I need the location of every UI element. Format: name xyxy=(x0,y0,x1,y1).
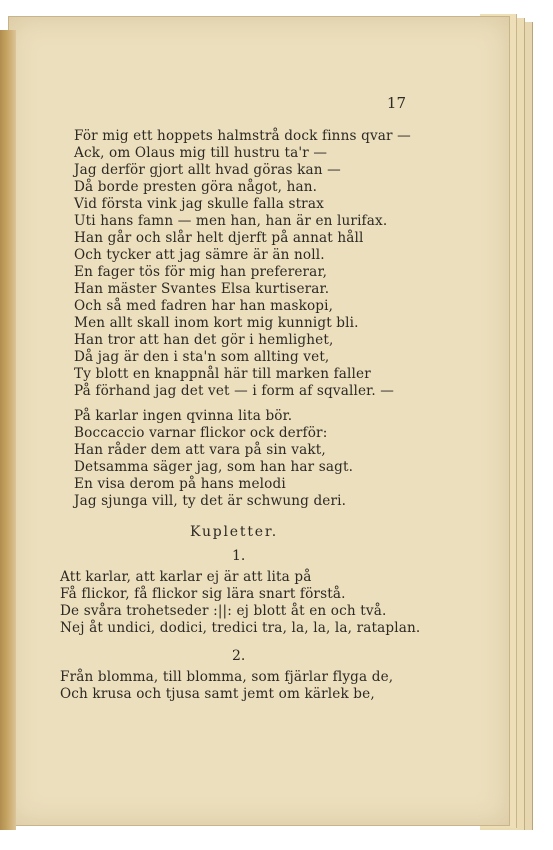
verse-number: 1. xyxy=(232,548,246,564)
text-line: Få flickor, få flickor sig lära snart förstå. xyxy=(60,586,346,602)
text-line: Och så med fadren har han maskopi, xyxy=(74,298,334,314)
text-line: Han tror att han det gör i hemlighet, xyxy=(74,332,334,348)
text-line: Jag derför gjort allt hvad göras kan — xyxy=(74,162,341,178)
text-line: Han mäster Svantes Elsa kurtiserar. xyxy=(74,281,330,297)
text-line: Men allt skall inom kort mig kunnigt bli. xyxy=(74,315,359,331)
text-line: Att karlar, att karlar ej är att lita på xyxy=(60,569,312,585)
text-line: Uti hans famn — men han, han är en lurifax. xyxy=(74,213,388,229)
text-line: Boccaccio varnar flickor ock derför: xyxy=(74,425,328,441)
text-line: På karlar ingen qvinna lita bör. xyxy=(74,408,293,424)
text-line: De svåra trohetseder :||: ej blott åt en och två. xyxy=(60,603,387,619)
text-line: Nej åt undici, dodici, tredici tra, la, la, la, rataplan. xyxy=(60,620,421,636)
text-line: Då borde presten göra något, han. xyxy=(74,179,318,195)
page-number: 17 xyxy=(386,94,406,112)
text-line: Detsamma säger jag, som han har sagt. xyxy=(74,459,354,475)
text-line: En fager tös för mig han prefererar, xyxy=(74,264,328,280)
text-line: En visa derom på hans melodi xyxy=(74,476,286,492)
text-line: Ack, om Olaus mig till hustru ta'r — xyxy=(74,145,328,161)
text-line: Och krusa och tjusa samt jemt om kärlek be, xyxy=(60,686,375,702)
text-line: För mig ett hoppets halmstrå dock finns qvar — xyxy=(74,128,411,144)
text-line: Han råder dem att vara på sin vakt, xyxy=(74,442,326,458)
text-line: Ty blott en knappnål här till marken faller xyxy=(74,366,371,382)
text-line: På förhand jag det vet — i form af sqvaller. — xyxy=(74,383,394,399)
section-heading: Kupletter. xyxy=(190,524,279,540)
text-line: Och tycker att jag sämre är än noll. xyxy=(74,247,325,263)
text-line: Från blomma, till blomma, som fjärlar flyga de, xyxy=(60,669,394,685)
text-line: Han går och slår helt djerft på annat håll xyxy=(74,230,364,246)
verse-number: 2. xyxy=(232,648,246,664)
text-line: Jag sjunga vill, ty det är schwung deri. xyxy=(74,493,347,509)
text-line: Då jag är den i sta'n som allting vet, xyxy=(74,349,330,365)
text-line: Vid första vink jag skulle falla strax xyxy=(74,196,324,212)
